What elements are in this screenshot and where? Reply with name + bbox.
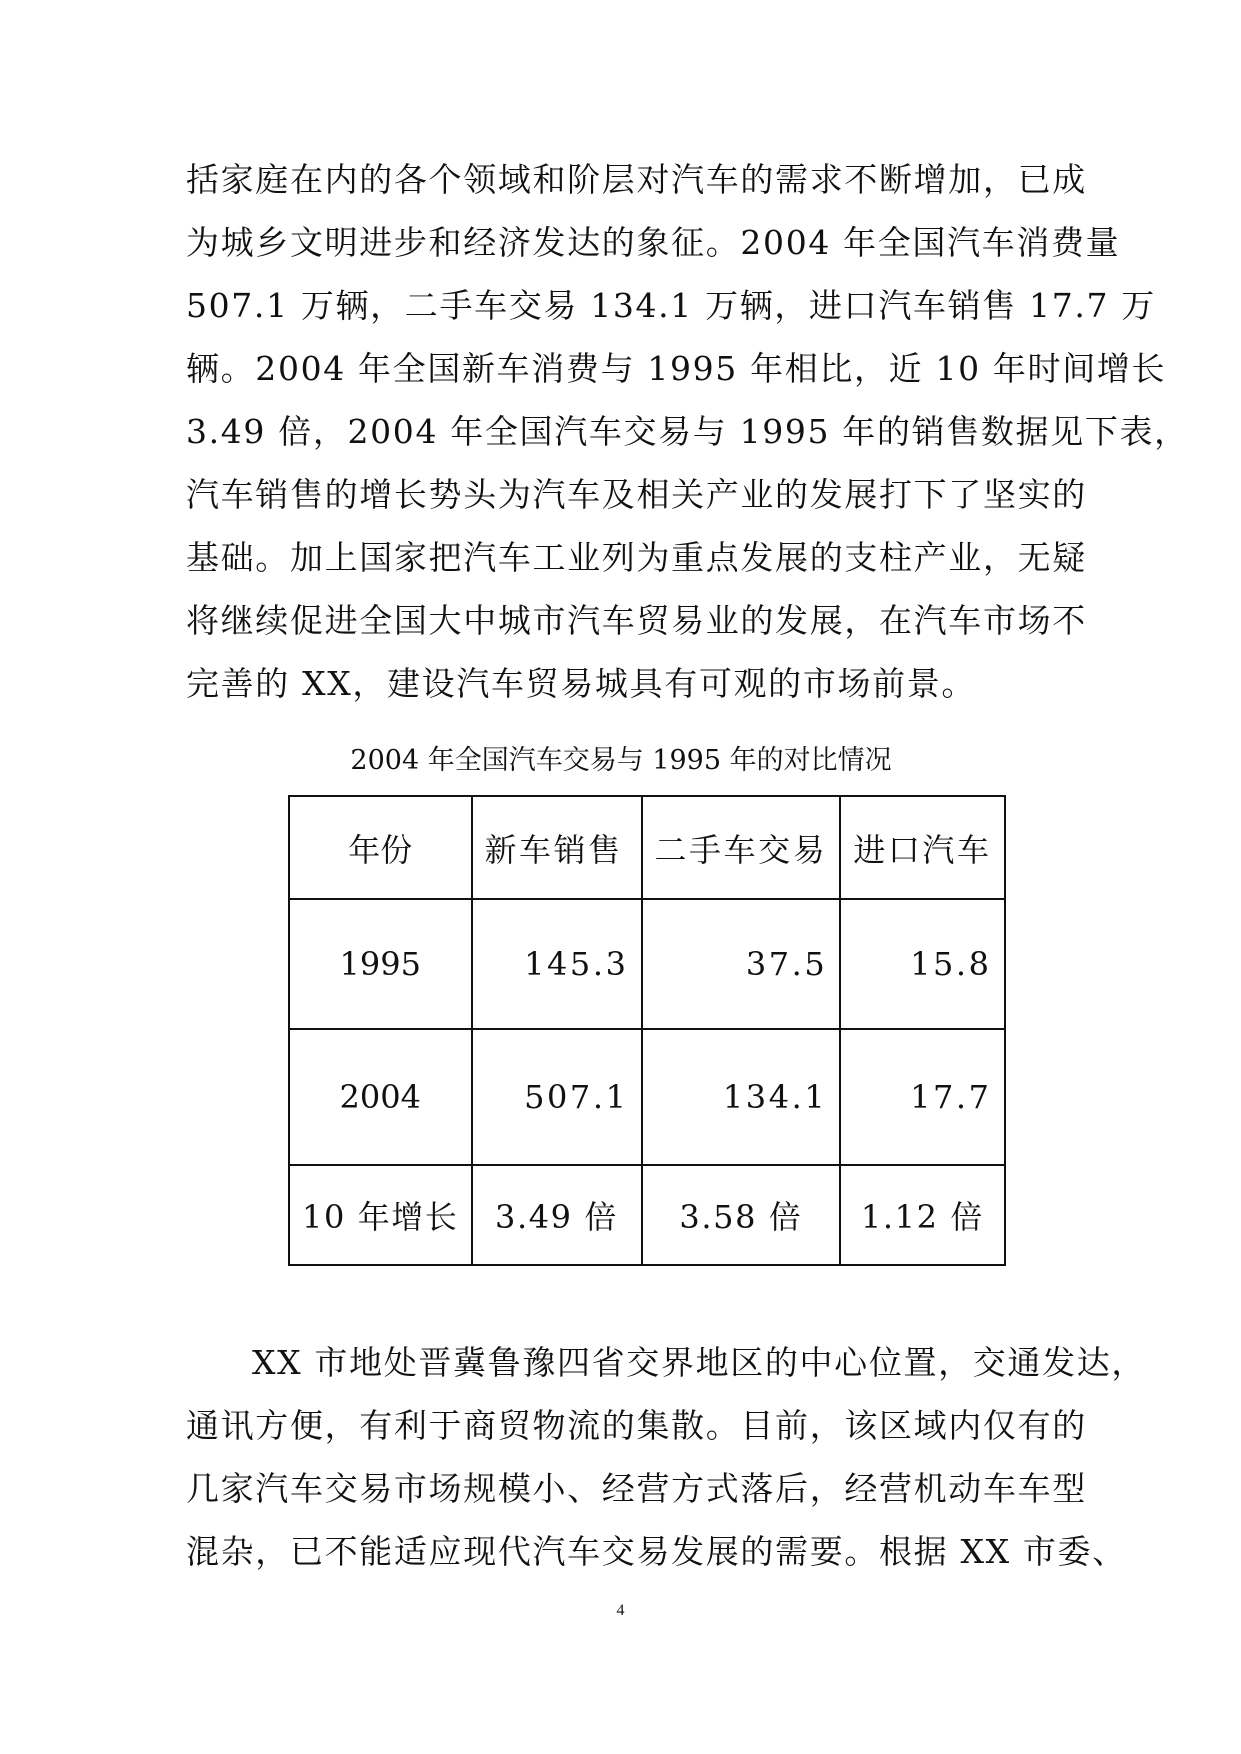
cell-year: 1995 [289,899,472,1029]
paragraph-line: 基础。加上国家把汽车工业列为重点发展的支柱产业，无疑 [186,538,1087,577]
cell-growth: 3.58 倍 [642,1165,841,1265]
paragraph-line: 3.49 倍，2004 年全国汽车交易与 1995 年的销售数据见下表， [186,412,1189,451]
comparison-table [288,795,1006,1266]
paragraph-line: 汽车销售的增长势头为汽车及相关产业的发展打下了坚实的 [186,475,1087,514]
paragraph-line: 将继续促进全国大中城市汽车贸易业的发展，在汽车市场不 [186,601,1087,640]
paragraph-line: 辆。2004 年全国新车消费与 1995 年相比，近 10 年时间增长 [186,349,1167,388]
paragraph-line: 通讯方便，有利于商贸物流的集散。目前，该区域内仅有的 [186,1406,1087,1445]
table-row [289,1029,1005,1165]
table-growth-row [289,1165,1005,1265]
page-number: 4 [616,1602,625,1619]
cell-growth-label: 10 年增长 [289,1165,472,1265]
cell-value: 15.8 [840,899,1004,1029]
cell-value: 134.1 [642,1029,841,1165]
header-imported-cars: 进口汽车 [840,796,1004,899]
header-year: 年份 [289,796,472,899]
paragraph-line: XX 市地处晋冀鲁豫四省交界地区的中心位置，交通发达， [252,1343,1147,1382]
paragraph-line: 几家汽车交易市场规模小、经营方式落后，经营机动车车型 [186,1469,1087,1508]
cell-value: 37.5 [642,899,841,1029]
paragraph-line: 为城乡文明进步和经济发达的象征。2004 年全国汽车消费量 [186,223,1121,262]
cell-value: 17.7 [840,1029,1004,1165]
header-new-car-sales: 新车销售 [472,796,642,899]
paragraph-line: 507.1 万辆，二手车交易 134.1 万辆，进口汽车销售 17.7 万 [186,286,1156,325]
table-row [289,899,1005,1029]
cell-growth: 1.12 倍 [840,1165,1004,1265]
cell-value: 507.1 [472,1029,642,1165]
paragraph-line: 括家庭在内的各个领域和阶层对汽车的需求不断增加，已成 [186,160,1087,199]
cell-growth: 3.49 倍 [472,1165,642,1265]
table-header-row [289,796,1005,899]
paragraph-line: 完善的 XX，建设汽车贸易城具有可观的市场前景。 [186,664,977,703]
cell-value: 145.3 [472,899,642,1029]
paragraph-line: 混杂，已不能适应现代汽车交易发展的需要。根据 XX 市委、 [186,1532,1127,1571]
table-caption: 2004 年全国汽车交易与 1995 年的对比情况 [350,745,892,776]
cell-year: 2004 [289,1029,472,1165]
header-used-car-trade: 二手车交易 [642,796,841,899]
